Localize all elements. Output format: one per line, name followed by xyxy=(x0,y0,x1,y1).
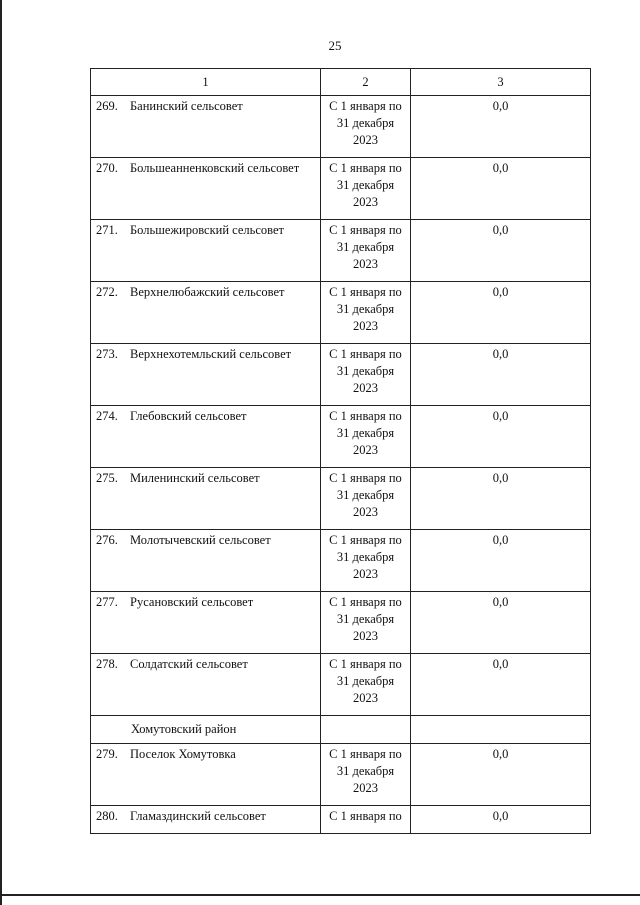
municipality-cell xyxy=(91,282,321,344)
table-row xyxy=(91,592,591,654)
empty-cell xyxy=(321,716,411,744)
period-line: С 1 января по xyxy=(329,223,402,237)
row-number: 280. xyxy=(96,809,118,823)
municipality-name: Глебовский сельсовет xyxy=(130,409,247,423)
period-line: С 1 января по xyxy=(329,657,402,671)
column-header-3: 3 xyxy=(411,69,591,96)
value-cell: 0,0 xyxy=(411,468,591,530)
row-number: 276. xyxy=(96,533,118,547)
row-number: 274. xyxy=(96,409,118,423)
period-line: 31 декабря xyxy=(336,612,395,626)
municipality-name: Миленинский сельсовет xyxy=(130,471,260,485)
period-line: С 1 января по xyxy=(329,347,402,361)
period-line: С 1 января по xyxy=(329,747,402,761)
row-number: 273. xyxy=(96,347,118,361)
period-line: 31 декабря xyxy=(336,426,395,440)
municipality-cell xyxy=(91,530,321,592)
row-number: 272. xyxy=(96,285,118,299)
table-row xyxy=(91,344,591,406)
table-row xyxy=(91,654,591,716)
municipality-cell xyxy=(91,406,321,468)
period-line: 31 декабря xyxy=(336,764,395,778)
column-header-1: 1 xyxy=(91,69,321,96)
column-header-2: 2 xyxy=(321,69,411,96)
period-line: 31 декабря xyxy=(336,178,395,192)
period-line: С 1 января по xyxy=(329,285,402,299)
period-line: 2023 xyxy=(353,781,378,795)
municipality-cell xyxy=(91,96,321,158)
period-cell xyxy=(321,220,411,282)
period-line: С 1 января по xyxy=(329,595,402,609)
period-line: С 1 января по xyxy=(329,809,402,823)
table-row xyxy=(91,530,591,592)
period-line: С 1 января по xyxy=(329,99,402,113)
period-cell xyxy=(321,96,411,158)
row-number: 277. xyxy=(96,595,118,609)
table-row xyxy=(91,282,591,344)
row-number: 278. xyxy=(96,657,118,671)
value-cell: 0,0 xyxy=(411,592,591,654)
period-line: 31 декабря xyxy=(336,302,395,316)
period-cell xyxy=(321,282,411,344)
municipality-name: Солдатский сельсовет xyxy=(130,657,248,671)
region-row xyxy=(91,716,591,744)
period-cell xyxy=(321,158,411,220)
table-row xyxy=(91,158,591,220)
municipality-name: Поселок Хомутовка xyxy=(130,747,236,761)
table-row xyxy=(91,96,591,158)
value-cell: 0,0 xyxy=(411,806,591,834)
period-cell xyxy=(321,344,411,406)
value-cell: 0,0 xyxy=(411,282,591,344)
municipality-name: Большеанненковский сельсовет xyxy=(130,161,300,175)
period-line: 2023 xyxy=(353,505,378,519)
period-line: С 1 января по xyxy=(329,471,402,485)
period-line: 2023 xyxy=(353,629,378,643)
empty-cell xyxy=(411,716,591,744)
period-line: 2023 xyxy=(353,691,378,705)
period-line: 2023 xyxy=(353,381,378,395)
municipality-name: Верхнехотемльский сельсовет xyxy=(130,347,292,361)
municipality-cell xyxy=(91,592,321,654)
period-line: 2023 xyxy=(353,257,378,271)
municipality-name: Молотычевский сельсовет xyxy=(130,533,271,547)
value-cell: 0,0 xyxy=(411,654,591,716)
table-body xyxy=(91,96,591,834)
table-row xyxy=(91,744,591,806)
page-number: 25 xyxy=(328,38,342,53)
value-cell: 0,0 xyxy=(411,158,591,220)
municipality-cell xyxy=(91,344,321,406)
period-cell xyxy=(321,654,411,716)
period-line: 2023 xyxy=(353,443,378,457)
municipality-cell xyxy=(91,654,321,716)
period-cell xyxy=(321,744,411,806)
municipality-name: Верхнелюбажский сельсовет xyxy=(130,285,285,299)
page-edge-left xyxy=(0,0,2,905)
period-line: 2023 xyxy=(353,195,378,209)
page-edge-bottom xyxy=(0,894,640,896)
period-line: С 1 января по xyxy=(329,409,402,423)
data-table xyxy=(90,68,591,834)
period-line: 31 декабря xyxy=(336,488,395,502)
period-line: 31 декабря xyxy=(336,674,395,688)
municipality-name: Большежировский сельсовет xyxy=(130,223,284,237)
value-cell: 0,0 xyxy=(411,220,591,282)
period-line: 31 декабря xyxy=(336,364,395,378)
row-number: 271. xyxy=(96,223,118,237)
municipality-name: Русановский сельсовет xyxy=(130,595,254,609)
period-line: 2023 xyxy=(353,567,378,581)
value-cell: 0,0 xyxy=(411,96,591,158)
period-line: С 1 января по xyxy=(329,161,402,175)
value-cell: 0,0 xyxy=(411,530,591,592)
period-line: С 1 января по xyxy=(329,533,402,547)
period-line: 2023 xyxy=(353,133,378,147)
header-row xyxy=(91,69,591,96)
period-line: 31 декабря xyxy=(336,116,395,130)
region-name: Хомутовский район xyxy=(91,716,321,744)
value-cell: 0,0 xyxy=(411,344,591,406)
table-row xyxy=(91,406,591,468)
period-cell xyxy=(321,592,411,654)
table-row xyxy=(91,468,591,530)
period-line: 31 декабря xyxy=(336,240,395,254)
municipality-cell xyxy=(91,806,321,834)
municipality-name: Банинский сельсовет xyxy=(130,99,243,113)
row-number: 279. xyxy=(96,747,118,761)
municipality-cell xyxy=(91,468,321,530)
row-number: 269. xyxy=(96,99,118,113)
value-cell: 0,0 xyxy=(411,406,591,468)
table-row xyxy=(91,806,591,834)
period-cell xyxy=(321,806,411,834)
period-line: 2023 xyxy=(353,319,378,333)
row-number: 270. xyxy=(96,161,118,175)
table-row xyxy=(91,220,591,282)
period-cell xyxy=(321,530,411,592)
municipality-cell xyxy=(91,220,321,282)
municipality-name: Гламаздинский сельсовет xyxy=(130,809,266,823)
period-cell xyxy=(321,406,411,468)
period-cell xyxy=(321,468,411,530)
municipality-cell xyxy=(91,744,321,806)
value-cell: 0,0 xyxy=(411,744,591,806)
municipality-cell xyxy=(91,158,321,220)
period-line: 31 декабря xyxy=(336,550,395,564)
row-number: 275. xyxy=(96,471,118,485)
